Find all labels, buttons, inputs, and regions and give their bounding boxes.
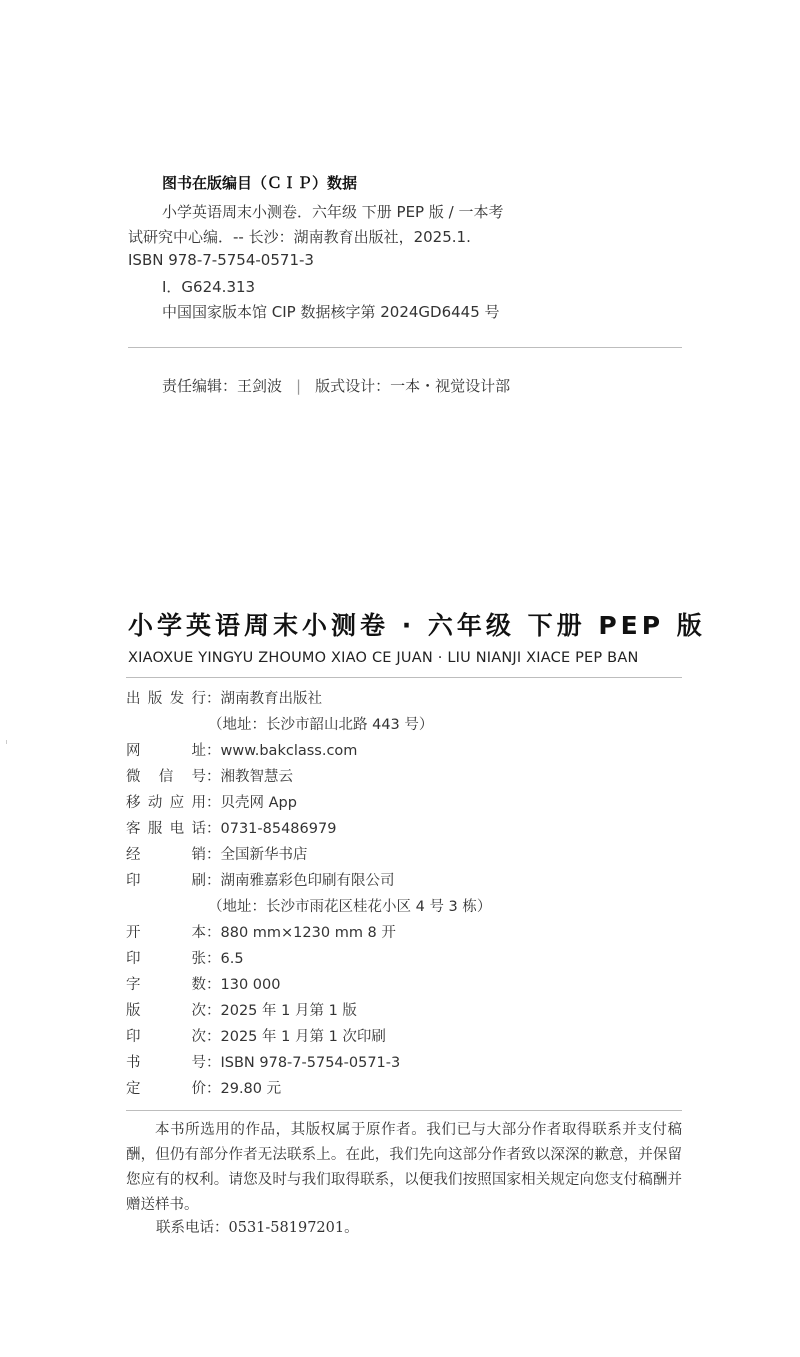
- info-row: 版次 ： 2025 年 1 月第 1 版: [126, 998, 491, 1024]
- info-value: 2025 年 1 月第 1 次印刷: [220, 1029, 386, 1045]
- cip-line-4: Ⅰ．G624.313: [162, 278, 256, 296]
- info-label: 经销: [126, 847, 206, 863]
- info-value: 0731-85486979: [220, 821, 337, 837]
- info-label: 网址: [126, 743, 206, 759]
- info-label: 出版发行: [126, 691, 206, 707]
- info-row: [126, 712, 491, 738]
- info-value: （地址：长沙市雨花区桂花小区 4 号 3 栋）: [208, 899, 492, 915]
- info-row: [126, 894, 491, 920]
- publication-info: [126, 686, 491, 1102]
- info-label: 字数: [126, 977, 206, 993]
- cip-line-3: ISBN 978-7-5754-0571-3: [128, 251, 314, 269]
- info-label: 版次: [126, 1003, 206, 1019]
- info-value: 2025 年 1 月第 1 版: [220, 1003, 357, 1019]
- info-value: ISBN 978-7-5754-0571-3: [220, 1055, 401, 1071]
- info-value: www.bakclass.com: [220, 743, 358, 759]
- info-row: 微信号 ： 湘教智慧云: [126, 764, 491, 790]
- info-label: 印刷: [126, 873, 206, 889]
- info-label: 客服电话: [126, 821, 206, 837]
- info-row: 网址 ： www.bakclass.com: [126, 738, 491, 764]
- info-value: 880 mm×1230 mm 8 开: [220, 925, 396, 941]
- book-pinyin: XIAOXUE YINGYU ZHOUMO XIAO CE JUAN · LIU NIANJI XIACE PEP BAN: [128, 650, 639, 666]
- info-label: 印次: [126, 1029, 206, 1045]
- divider: [128, 347, 682, 348]
- cip-line-2: 试研究中心编．-- 长沙：湖南教育出版社，2025.1.: [128, 228, 471, 246]
- info-value: 湖南教育出版社: [220, 691, 322, 707]
- cip-title: 图书在版编目（ＣＩＰ）数据: [162, 174, 358, 192]
- info-value: 全国新华书店: [220, 847, 308, 863]
- info-value: 贝壳网 App: [220, 795, 297, 811]
- cip-line-1: 小学英语周末小测卷．六年级 下册 PEP 版 / 一本考: [162, 203, 504, 221]
- info-row: 字数 ： 130 000: [126, 972, 491, 998]
- info-value: 29.80 元: [220, 1081, 282, 1097]
- info-label: 微信号: [126, 769, 206, 785]
- info-row: 定价 ： 29.80 元: [126, 1076, 491, 1102]
- book-title: 小学英语周末小测卷 · 六年级 下册 PEP 版: [128, 611, 706, 640]
- info-row: 经销 ： 全国新华书店: [126, 842, 491, 868]
- info-label: 书号: [126, 1055, 206, 1071]
- info-value: （地址：长沙市韶山北路 443 号）: [208, 717, 434, 733]
- info-row: 开本 ： 880 mm×1230 mm 8 开: [126, 920, 491, 946]
- divider: [126, 677, 682, 678]
- info-label: 定价: [126, 1081, 206, 1097]
- info-row: 印次 ： 2025 年 1 月第 1 次印刷: [126, 1024, 491, 1050]
- designer-credit: 版式设计：一本・视觉设计部: [315, 377, 511, 395]
- info-row: 印刷 ： 湖南雅嘉彩色印刷有限公司: [126, 868, 491, 894]
- staff-credits: [162, 375, 510, 396]
- info-row: 书号 ： ISBN 978-7-5754-0571-3: [126, 1050, 491, 1076]
- info-row: 出版发行 ： 湖南教育出版社: [126, 686, 491, 712]
- info-row: 印张 ： 6.5: [126, 946, 491, 972]
- editor-credit: 责任编辑：王剑波: [162, 377, 283, 395]
- cip-line-5: 中国国家版本馆 CIP 数据核字第 2024GD6445 号: [162, 303, 500, 321]
- info-row: 客服电话 ： 0731-85486979: [126, 816, 491, 842]
- info-value: 6.5: [220, 951, 244, 967]
- info-value: 130 000: [220, 977, 281, 993]
- info-value: 湘教智慧云: [220, 769, 293, 785]
- info-value: 湖南雅嘉彩色印刷有限公司: [220, 873, 395, 889]
- info-label: 移动应用: [126, 795, 206, 811]
- scan-mark: [6, 740, 7, 744]
- divider: [126, 1110, 682, 1111]
- contact-phone: 联系电话：0531-58197201。: [156, 1220, 359, 1236]
- copyright-notice: 本书所选用的作品，其版权属于原作者。我们已与大部分作者取得联系并支付稿酬，但仍有部分作者无法联系上。在此，我们先向这部分作者致以深深的歉意，并保留您应有的权利。请您及时与我们取得联系，以便我们按照国家相关规定向您支付稿酬并赠送样书。: [126, 1122, 682, 1213]
- info-label: 开本: [126, 925, 206, 941]
- info-row: 移动应用 ： 贝壳网 App: [126, 790, 491, 816]
- separator: |: [296, 377, 302, 395]
- info-label: 印张: [126, 951, 206, 967]
